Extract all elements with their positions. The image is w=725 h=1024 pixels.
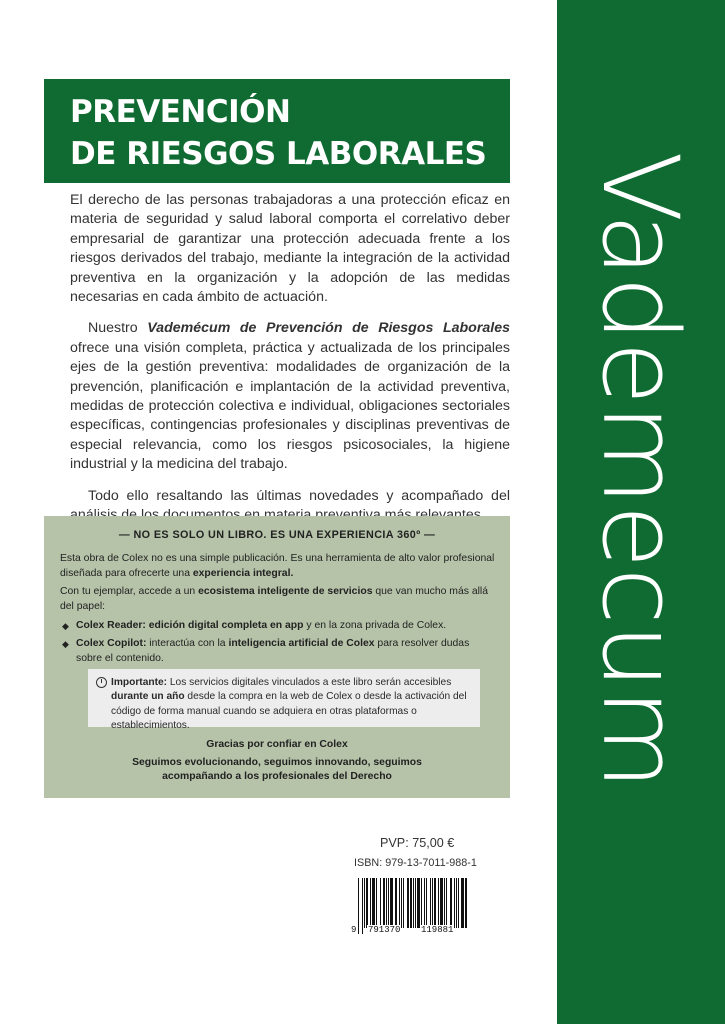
- barcode-bar: [430, 878, 431, 928]
- barcode-bar: [386, 878, 387, 928]
- barcode-bar: [465, 878, 467, 928]
- barcode-digits-right: 119881: [421, 925, 454, 935]
- barcode-bar: [362, 878, 363, 934]
- barcode-bar: [461, 878, 464, 928]
- barcode-bar: [444, 878, 445, 928]
- barcode-bar: [417, 878, 420, 928]
- barcode-bar: [399, 878, 400, 928]
- barcode-digits-left: 791370: [368, 925, 401, 935]
- isbn-barcode: [350, 878, 474, 941]
- barcode-bar: [440, 878, 443, 928]
- barcode-bar: [395, 878, 397, 928]
- closing-line-2: acompañando a los profesionales del Derecho: [162, 771, 392, 782]
- book-title-emphasis: Vademécum de Prevención de Riesgos Laborales: [147, 320, 510, 337]
- barcode-bar: [432, 878, 433, 928]
- description-paragraph-1: El derecho de las personas trabajadoras a una protección eficaz en materia de seguridad y salud laboral comporta el correlativo deber empresarial de garantizar una protección adecuada frente a los riesgos derivados del trabajo, mediante la integración de la actividad preventiva en la organización y la adopción de las medidas necesarias en cada ámbito de actuación.: [70, 192, 510, 306]
- clock-icon: [96, 677, 107, 688]
- description-paragraph-3: Todo ello resaltando las últimas novedades y acompañado del: [88, 487, 510, 504]
- experience-heading: — NO ES SOLO UN LIBRO. ES UNA EXPERIENCIA 360º —: [118, 529, 436, 541]
- closing-line-1: Seguimos evolucionando, seguimos innovando, seguimos: [132, 757, 422, 768]
- barcode-bar: [376, 878, 377, 928]
- experience-panel: [44, 516, 510, 798]
- diamond-bullet-icon: ◆: [62, 639, 69, 649]
- barcode-bar: [456, 878, 457, 928]
- important-notice-text: Importante: Los servicios digitales vinculados a este libro serán accesibles durante un año desde la compra en la web de Colex o desde la activación del código de forma manual cuando se adquiera en otras plataformas o establecimientos.: [111, 677, 467, 732]
- barcode-bar: [372, 878, 375, 928]
- description-text: [70, 191, 510, 538]
- description-paragraph-2: Nuestro Vademécum de Prevención de Riesgos Laborales ofrece una visión completa, práctica y actualizada de los principales ejes de la gestión preventiva: modalidades de organización de la prevención, planificación e implantación de la actividad preventiva, medidas de protección colectiva e individual, obligaciones sectoriales específicas, contingencias profesionales y disciplinas preventivas de especial relevancia, como los riesgos psicosociales, la higiene industrial y la medicina del trabajo.: [70, 320, 510, 473]
- barcode-bar: [410, 878, 412, 928]
- barcode-bar: [383, 878, 385, 928]
- isbn-label: ISBN: 979-13-7011-988-1: [354, 857, 477, 869]
- barcode-bar: [358, 878, 359, 934]
- barcode-bar: [450, 878, 452, 928]
- barcode-bar: [403, 878, 404, 928]
- barcode-bar: [413, 878, 414, 928]
- important-notice: [88, 669, 480, 732]
- barcode-bar: [370, 878, 371, 928]
- barcode-bar: [366, 878, 368, 928]
- bullet-colex-copilot: ◆ Colex Copilot: interactúa con la inteligencia artificial de Colex para resolver dudas sobre el contenido.: [62, 638, 470, 664]
- experience-intro: Esta obra de Colex no es una simple publicación. Es una herramienta de alto valor profesional diseñada para ofrecerte una experiencia integral.: [60, 553, 495, 579]
- barcode-bar: [401, 878, 402, 928]
- barcode-bar: [454, 878, 455, 928]
- barcode-bar: [438, 878, 439, 928]
- bullet-colex-reader: ◆ Colex Reader: edición digital completa en app y en la zona privada de Colex.: [76, 619, 494, 634]
- barcode-bar: [458, 878, 459, 928]
- barcode-bar: [388, 878, 389, 928]
- title-line-2: DE RIESGOS LABORALES: [70, 136, 487, 172]
- barcode-bar: [421, 878, 422, 928]
- title-banner: [44, 79, 510, 183]
- barcode-bar: [446, 878, 447, 928]
- barcode-bar: [364, 878, 365, 928]
- diamond-bullet-icon: ◆: [62, 621, 69, 631]
- price-label: PVP: 75,00 €: [380, 836, 455, 850]
- thanks-line: Gracias por confiar en Colex: [206, 739, 348, 750]
- experience-services-intro: Con tu ejemplar, accede a un ecosistema inteligente de servicios que van mucho más allá del papel:: [60, 586, 488, 612]
- title-line-1: PREVENCIÓN: [70, 94, 291, 130]
- barcode-bar: [415, 878, 416, 928]
- vademecum-vertical-title: Vademecum: [579, 151, 701, 789]
- barcode-bar: [434, 878, 436, 928]
- barcode-bar: [407, 878, 409, 928]
- barcode-digit-lead: 9: [351, 925, 357, 935]
- barcode-bar: [380, 878, 381, 928]
- barcode-bar: [390, 878, 393, 928]
